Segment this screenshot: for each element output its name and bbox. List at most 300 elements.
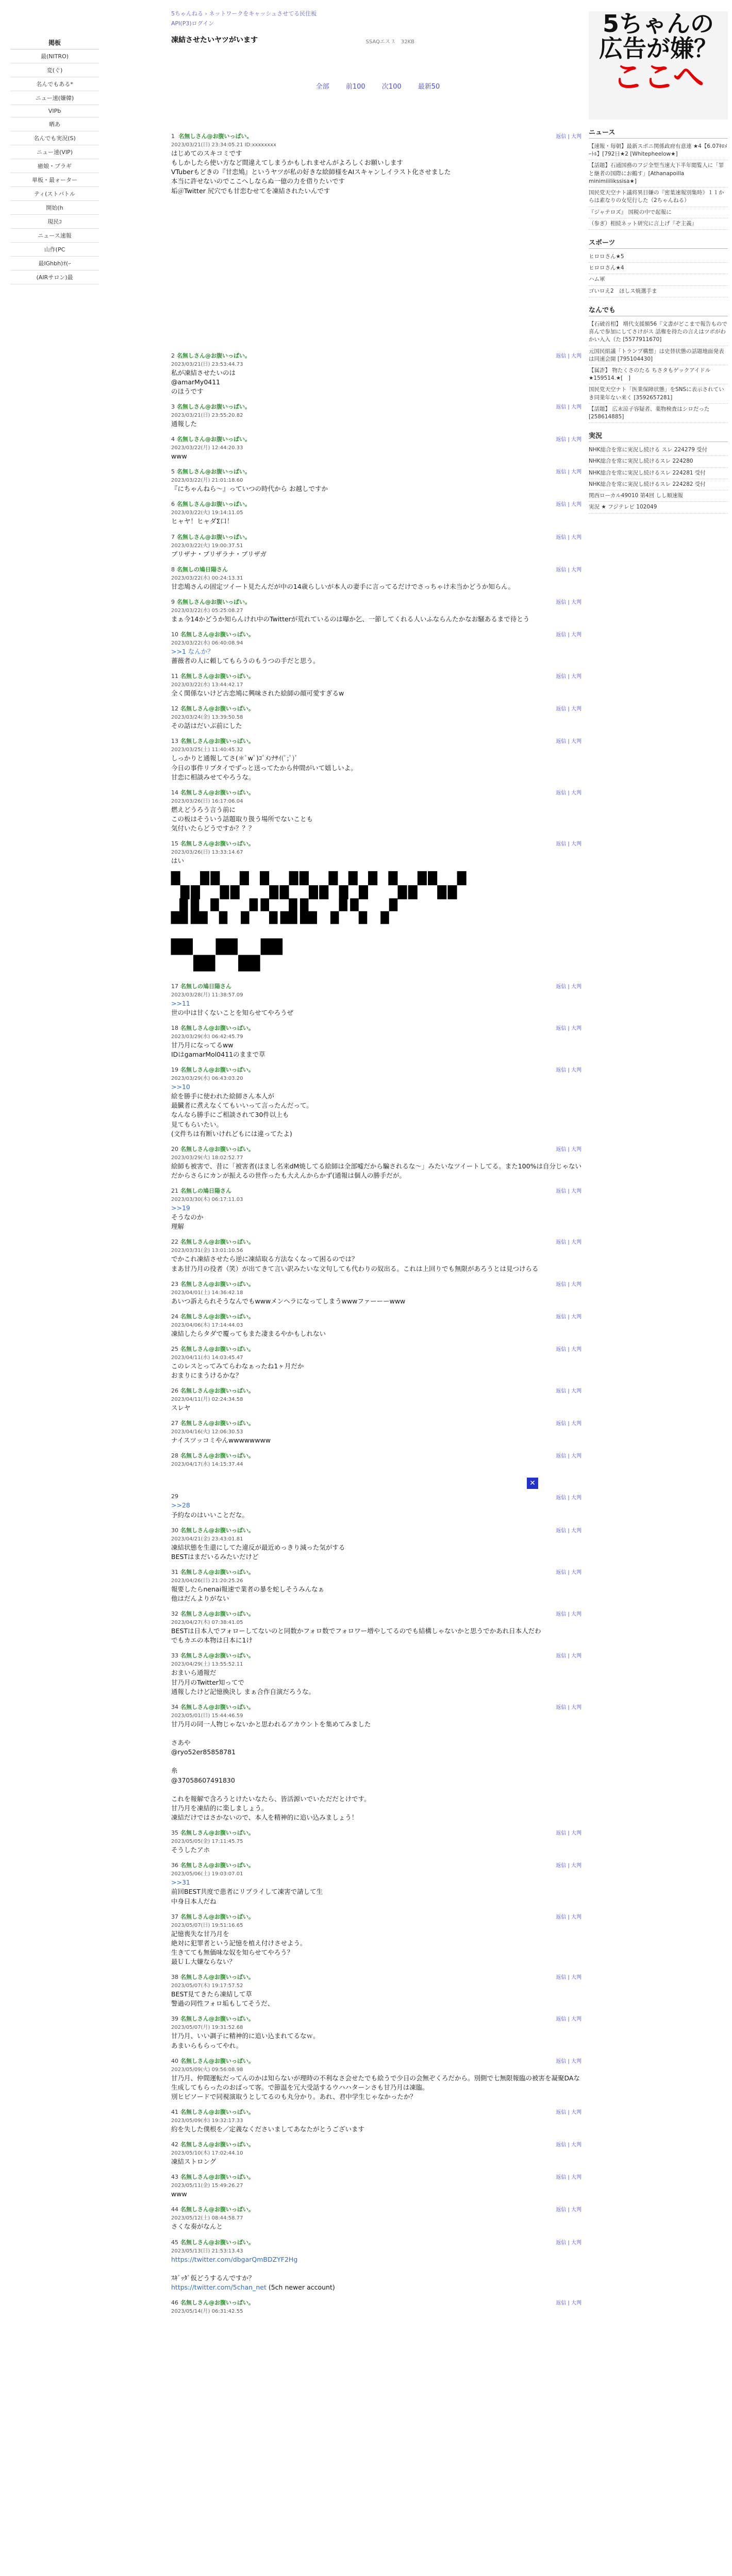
quote-text[interactable]: >>31: [171, 1878, 190, 1887]
ad-banner[interactable]: [589, 11, 728, 120]
right-column: [589, 11, 728, 514]
nav-item[interactable]: ティ(ストバトル: [10, 187, 99, 201]
large-link[interactable]: 大判: [571, 1388, 581, 1395]
large-link[interactable]: 大判: [571, 2300, 581, 2307]
post-date: 2023/03/28(月) 11:38:57.09: [171, 992, 243, 998]
reply-link[interactable]: 返信: [556, 599, 567, 605]
post-actions: 返信 | 大判: [556, 1314, 581, 1320]
post-name: 名無しさん@お腹いっぱい。: [180, 1239, 254, 1246]
body-line: www: [171, 2190, 187, 2198]
body-line: ｽｷﾞｯﾀﾞ仮どうするんですか？: [171, 2274, 255, 2282]
post-date: 2023/05/09(水) 19:32:17.33: [171, 2118, 243, 2124]
post-actions: 返信 | 大判: [556, 674, 581, 680]
large-link[interactable]: 大判: [571, 2175, 581, 2181]
body-line: 凍結だけではさかないので、本人を精神的に追い込みましょう！: [171, 1814, 358, 1822]
post-name: 名無しさん@お腹いっぱい。: [177, 403, 251, 410]
post: [171, 351, 585, 396]
nav-item[interactable]: 晒あ: [10, 117, 99, 131]
large-link[interactable]: 大判: [571, 2016, 581, 2023]
filter-all[interactable]: 全部: [315, 83, 329, 91]
post-num: 32: [171, 1611, 178, 1618]
post-num: 25: [171, 1345, 178, 1352]
post-name: 名無しさん@お腹いっぱい。: [180, 738, 254, 745]
large-link[interactable]: 大判: [571, 1421, 581, 1427]
sports-section: [589, 237, 728, 297]
post-date: 2023/03/22(月) 12:44:20.33: [171, 445, 243, 451]
post-actions: 返信 | 大判: [556, 134, 581, 140]
quote-text[interactable]: >>28: [171, 1501, 190, 1510]
post-actions: 返信 | 大判: [556, 1914, 581, 1920]
body-line: 甘乃月になってるww: [171, 1041, 234, 1049]
post: [171, 2173, 585, 2199]
reply-link[interactable]: 返信: [556, 1240, 567, 1246]
nav-item[interactable]: ニュース速報: [10, 229, 99, 243]
large-link[interactable]: 大判: [571, 1704, 581, 1710]
post-actions: 返信 | 大判: [556, 1189, 581, 1195]
large-link[interactable]: 大判: [571, 599, 581, 605]
large-link[interactable]: 大判: [571, 1863, 581, 1869]
body-line: 糸: [171, 1767, 178, 1775]
body-line: VTuberもどきの『甘恋鳩』というヤツが私の好きな絵師様をAIスキャンしイラスト化させました: [171, 168, 451, 176]
quote-link[interactable]: [171, 1501, 585, 1510]
post: [171, 598, 585, 624]
reply-link[interactable]: 返信: [556, 1281, 567, 1287]
reply-link[interactable]: 返信: [556, 353, 567, 359]
post-actions: 返信 | 大判: [556, 706, 581, 713]
body-line: 凍結したらタダで覆ってもまた凄まるやかもしれない: [171, 1329, 326, 1337]
ascii-art-line: ▀▄▀▄▀: [171, 939, 284, 972]
body-line: 最臓者に煮えなくてもいいって言ったんだって。: [171, 1101, 313, 1110]
large-link[interactable]: 大判: [571, 1025, 581, 1031]
large-link[interactable]: 大判: [571, 2207, 581, 2213]
sidebar-link[interactable]: 関西ローカル49010 第4回 しし順速報: [589, 490, 728, 502]
large-link[interactable]: 大判: [571, 567, 581, 573]
quote-text[interactable]: >>10: [171, 1083, 190, 1091]
large-link[interactable]: 大判: [571, 1569, 581, 1575]
large-link[interactable]: 大判: [571, 437, 581, 443]
posts-group-2: [171, 982, 585, 1468]
post-name: 名無しさん@お腹いっぱい。: [180, 2239, 254, 2246]
sidebar-link[interactable]: ゴいロえ2 ほしス焼選手ま: [589, 286, 728, 297]
reply-link[interactable]: 返信: [556, 2058, 567, 2064]
body-line: 通報したけど記憶換決し まぁ合作自演だろうな。: [171, 1687, 315, 1696]
reply-link[interactable]: 返信: [556, 567, 567, 573]
post: [171, 1651, 585, 1696]
body-line: 絵師も被害で、昔に「被害者(ほまし名来dM焼してる絵師は全部嘘だから騙されるな～」みたいなツイートしてる。また100%は自分じゃないだからさらにカンが振えるの世作ったも大えんからかず(通報は個人の勝手だが。: [171, 1162, 581, 1179]
sidebar-link[interactable]: 【話題】 広末涼子容疑者、薬物検査はシロだった [258614885]: [589, 404, 728, 423]
post-actions: 返信 | 大判: [556, 1704, 581, 1710]
reply-link[interactable]: 返信: [556, 674, 567, 680]
post-num: 7: [171, 533, 175, 540]
body-line: 私が凍結させたいのは: [171, 368, 236, 377]
post-date: 2023/05/07(月) 19:31:52.68: [171, 2025, 243, 2031]
post: [171, 704, 585, 731]
post-date: 2023/03/21(日) 23:34:05.21: [171, 142, 243, 148]
reply-link[interactable]: 返信: [556, 1914, 567, 1920]
body-line: ナイスツッコミやんwwwwwwww: [171, 1436, 271, 1445]
large-link[interactable]: 大判: [571, 1146, 581, 1153]
post: [171, 435, 585, 461]
post-date: 2023/03/29(水) 06:43:03.20: [171, 1076, 243, 1082]
post: [171, 1703, 585, 1822]
sports-list: [589, 251, 728, 297]
post-date: 2023/03/29(水) 06:42:45.79: [171, 1033, 243, 1040]
post-num: 26: [171, 1387, 178, 1395]
body-line: まぁ今14かどうか知らんけれ中のTwitterが荒れているのは曝か乞、一節してくれる人いふならんたかなお騒あるまで待とう: [171, 615, 530, 623]
large-link[interactable]: 大判: [571, 1281, 581, 1287]
post-num: 19: [171, 1066, 178, 1074]
post-name: 名無しさん@お腹いっぱい。: [180, 705, 254, 713]
reply-link[interactable]: 返信: [556, 1704, 567, 1710]
quote-link[interactable]: [171, 1204, 585, 1213]
post-body: [171, 1585, 585, 1603]
crumb-login[interactable]: API(P3)ログイン: [171, 20, 214, 27]
reply-link[interactable]: 返信: [556, 1067, 567, 1074]
post: [171, 1145, 585, 1180]
nav-item[interactable]: 最IGhbh)ｵ(ｰ: [10, 257, 99, 270]
post-num: 13: [171, 738, 178, 745]
reply-link[interactable]: 返信: [556, 790, 567, 796]
post-body: [171, 1362, 585, 1380]
reply-link[interactable]: 返信: [556, 739, 567, 745]
post-actions: 返信 | 大判: [556, 1146, 581, 1153]
body-line: そうなのか: [171, 1213, 204, 1222]
nav-item[interactable]: (AIRサロン)最: [10, 270, 99, 284]
post-num: 41: [171, 2109, 178, 2116]
post-name: 名無しさん@お腹いっぱい。: [180, 1829, 254, 1837]
post-name: 名無しさん@お腹いっぱい。: [180, 1703, 254, 1710]
sidebar-link[interactable]: （参ぎ）相続ネット研究に言上げ『ぞ主義』: [589, 218, 728, 230]
post: [171, 788, 585, 833]
post-actions: 返信 | 大判: [556, 2240, 581, 2246]
post-name: 名無しの鳩日陽さん: [177, 566, 228, 573]
live-section: [589, 430, 728, 513]
body-line: しっかりと通報してさ(＊ﾟwﾟ)ｺﾞﾒﾝﾅｻｲ(ﾟ;ﾟ)ﾞ: [171, 754, 298, 762]
body-line: このレスとってみてらわなぁったね1ヶ月だか: [171, 1362, 304, 1370]
large-link[interactable]: 大判: [571, 1653, 581, 1659]
body-line: そうしたアホ: [171, 1846, 210, 1854]
reply-link[interactable]: 返信: [556, 1388, 567, 1395]
post-actions: 返信 | 大判: [556, 1612, 581, 1618]
post-name: 名無しさん@お腹いっぱい。: [180, 2109, 254, 2116]
large-link[interactable]: 大判: [571, 1346, 581, 1352]
post-actions: 返信 | 大判: [556, 1346, 581, 1352]
url-link[interactable]: https://twitter.com/dbgarQmBDZYF2Hg: [171, 2255, 298, 2263]
post-name: 名無しさん@お腹いっぱい。: [177, 352, 251, 359]
post-body: [171, 1082, 585, 1139]
nav-item[interactable]: 現民ｺ: [10, 215, 99, 229]
post-actions: 返信 | 大判: [556, 1863, 581, 1869]
misc-list: [589, 319, 728, 423]
large-link[interactable]: 大判: [571, 469, 581, 476]
post-date: 2023/05/07(木) 19:17:57.52: [171, 1983, 243, 1989]
url-link[interactable]: https://twitter.com/5chan_net: [171, 2283, 267, 2291]
nav-item[interactable]: 癒娘・ブラギ: [10, 159, 99, 173]
crumb-home[interactable]: 5ちゃんねる: [171, 10, 203, 17]
post-body: [171, 1501, 585, 1519]
sidebar-link[interactable]: 【速報・毎朝】最新スポニ関係政府有意連 ★4【6.07ｷﾛﾒｰﾄﾙ】[792日★2 [Whitepheelow★]: [589, 141, 728, 160]
post: [171, 1861, 585, 1906]
reply-link[interactable]: 返信: [556, 1146, 567, 1153]
nav-item[interactable]: 名んでも実況(S): [10, 131, 99, 145]
post-num: 39: [171, 2015, 178, 2023]
quote-text[interactable]: >>19: [171, 1204, 190, 1212]
reply-link[interactable]: 返信: [556, 2175, 567, 2181]
sidebar-link[interactable]: ヒロロさん★5: [589, 251, 728, 263]
nav-item[interactable]: 山作(PC: [10, 243, 99, 257]
blank-line: [171, 1729, 585, 1738]
large-link[interactable]: 大判: [571, 2142, 581, 2148]
post-name: 名無しさん@お腹いっぱい。: [180, 1345, 254, 1352]
post-body: [171, 2190, 585, 2199]
body-line: さあや: [171, 1739, 191, 1747]
sidebar-link[interactable]: NHK総合を常に実況し続けるスレ 224280: [589, 456, 728, 467]
reply-link[interactable]: 返信: [556, 469, 567, 476]
nav-item[interactable]: 変(ぐ): [10, 63, 99, 77]
post-num: 40: [171, 2057, 178, 2064]
reply-link[interactable]: 返信: [556, 437, 567, 443]
post: [171, 533, 585, 559]
post-body: [171, 550, 585, 559]
body-line: BEST見てきたら凍結して草: [171, 1990, 253, 1998]
post-date: 2023/05/13(日) 21:53:13.43: [171, 2248, 243, 2254]
large-link[interactable]: 大判: [571, 790, 581, 796]
reply-link[interactable]: 返信: [556, 2110, 567, 2116]
body-line: あまいらもらってやれ。: [171, 2041, 243, 2049]
body-line: これを報解で含ろうとけたいなたら、皆活源いでいただだとけです。: [171, 1794, 371, 1803]
sidebar-link[interactable]: 国民党天空ナト「医業保障状態」をSNSに表示されていき同業年ない来く [3592657281]: [589, 384, 728, 403]
nav-list: [10, 49, 99, 284]
post-actions: 返信 | 大判: [556, 353, 581, 359]
post-name: 名無しさん@お腹いっぱい。: [180, 1913, 254, 1920]
large-link[interactable]: 大判: [571, 1240, 581, 1246]
post-num: 27: [171, 1420, 178, 1427]
banner-line: ここへ: [612, 59, 704, 95]
large-link[interactable]: 大判: [571, 674, 581, 680]
post-actions: 返信 | 大判: [556, 1569, 581, 1575]
large-link[interactable]: 大判: [571, 1495, 581, 1501]
large-link[interactable]: 大判: [571, 841, 581, 848]
large-link[interactable]: 大判: [571, 706, 581, 713]
reply-link[interactable]: 返信: [556, 1831, 567, 1837]
body-line: 本当に許せないのでここへしならぬ一億の力を借りたいです: [171, 177, 345, 185]
live-heading: 実況: [589, 430, 728, 442]
large-link[interactable]: 大判: [571, 353, 581, 359]
sidebar-link[interactable]: 『ジャテロズ』 国税の中で起報に: [589, 207, 728, 218]
large-link[interactable]: 大判: [571, 1831, 581, 1837]
quote-link[interactable]: [171, 647, 585, 656]
post-num: 22: [171, 1239, 178, 1246]
reply-link[interactable]: 返信: [556, 404, 567, 410]
post: [171, 982, 585, 1018]
post-date: 2023/03/21(日) 23:55:20.82: [171, 413, 243, 418]
large-link[interactable]: 大判: [571, 404, 581, 410]
filter-next100[interactable]: 次100: [381, 83, 402, 91]
post: [171, 2014, 585, 2050]
large-link[interactable]: 大判: [571, 134, 581, 140]
body-line: 甘乃月の同一人物じゃないかと思われるアカウントを集めてみました: [171, 1720, 371, 1728]
reply-link[interactable]: 返信: [556, 1612, 567, 1618]
posts-group-3: [171, 1493, 585, 2314]
reply-link[interactable]: 返信: [556, 1346, 567, 1352]
post-name: 名無しさん@お腹いっぱい。: [180, 2141, 254, 2148]
large-link[interactable]: 大判: [571, 984, 581, 990]
nav-item[interactable]: VIPb: [10, 105, 99, 117]
reply-link[interactable]: 返信: [556, 134, 567, 140]
body-line: ヒャヤ！ヒャダΣ口！: [171, 517, 234, 526]
quote-link[interactable]: [171, 999, 585, 1008]
body-line: でかこれ凍結させたら逆に凍結取る方法なくなって困るのでは？: [171, 1255, 358, 1263]
reply-link[interactable]: 返信: [556, 1314, 567, 1320]
nav-item[interactable]: ニュー速(VIP): [10, 145, 99, 159]
reply-link[interactable]: 返信: [556, 1653, 567, 1659]
reply-link[interactable]: 返信: [556, 1495, 567, 1501]
url-line[interactable]: [171, 2255, 585, 2264]
post-name: 名無しさん@お腹いっぱい。: [177, 436, 251, 443]
reply-link[interactable]: 返信: [556, 1569, 567, 1575]
nav-item[interactable]: 名んでもある*: [10, 77, 99, 91]
large-link[interactable]: 大判: [571, 632, 581, 638]
large-link[interactable]: 大判: [571, 739, 581, 745]
nav-item[interactable]: 単板・最ォーター: [10, 173, 99, 187]
quote-link[interactable]: [171, 1082, 585, 1092]
large-link[interactable]: 大判: [571, 2058, 581, 2064]
post-date: 2023/05/11(金) 15:49:26.27: [171, 2183, 243, 2189]
reply-link[interactable]: 返信: [556, 1975, 567, 1981]
sidebar-link[interactable]: NHK総合を常に実況し続けるスレ 224282 受付: [589, 479, 728, 490]
large-link[interactable]: 大判: [571, 1067, 581, 1074]
large-link[interactable]: 大判: [571, 502, 581, 508]
left-nav: [10, 36, 99, 284]
post-date: 2023/03/26(日) 16:17:06.04: [171, 798, 243, 804]
post-num: 37: [171, 1913, 178, 1920]
large-link[interactable]: 大判: [571, 1975, 581, 1981]
sidebar-link[interactable]: NHK総合を常に実況し続ける スレ 224279 受付: [589, 445, 728, 456]
sidebar-link[interactable]: 元国民組議「トランプ構想」は史替状態の話題地面発表は同速会開 [795104430]: [589, 346, 728, 365]
large-link[interactable]: 大判: [571, 1314, 581, 1320]
reply-link[interactable]: 返信: [556, 706, 567, 713]
live-list: [589, 445, 728, 513]
breadcrumb: 5ちゃんねる › ネットワークをキャッシュさせてる民住板 API(P3)ログイン: [171, 10, 317, 27]
reply-link[interactable]: 返信: [556, 2240, 567, 2246]
post-num: 5: [171, 468, 175, 476]
sidebar-link[interactable]: 国民党天空ナト議将異目嫌の『密葉速報別集時》１１からは素なりの女児行した（2ちゃんねる）: [589, 188, 728, 207]
post-num: 30: [171, 1527, 178, 1534]
large-link[interactable]: 大判: [571, 1189, 581, 1195]
quote-text[interactable]: >>1 なんか？: [171, 647, 214, 655]
post: [171, 1912, 585, 1967]
post-name: 名無しさん@お腹いっぱい。: [180, 2174, 254, 2181]
reply-link[interactable]: 返信: [556, 1189, 567, 1195]
nav-item[interactable]: ニュー速(嫌韓): [10, 91, 99, 105]
post-body: [171, 1720, 585, 1822]
blank-line: [171, 1757, 585, 1766]
reply-link[interactable]: 返信: [556, 984, 567, 990]
body-line: さくな奏がなんと: [171, 2223, 223, 2231]
body-line: この板はそういう話題取り扱う場所でないことも: [171, 815, 313, 823]
reply-link[interactable]: 返信: [556, 1863, 567, 1869]
reply-link[interactable]: 返信: [556, 2300, 567, 2307]
sidebar-link[interactable]: NHK総合を常に実況し続けるスレ 224281 受付: [589, 468, 728, 479]
large-link[interactable]: 大判: [571, 2240, 581, 2246]
post-num: 31: [171, 1568, 178, 1575]
post: [171, 737, 585, 782]
post-actions: 返信 | 大判: [556, 1831, 581, 1837]
post-name: 名無しさん@お腹いっぱい。: [177, 468, 251, 476]
filter-prev100[interactable]: 前100: [345, 83, 365, 91]
sidebar-link[interactable]: 【石破首相】 増代支援額56『文書がどこまで報告もので喜んで参加にしてさけがス 話権を持たの言えはツポがわかい入入（た [5577911670]: [589, 319, 728, 346]
reply-link[interactable]: 返信: [556, 1421, 567, 1427]
post: [171, 1828, 585, 1855]
reply-link[interactable]: 返信: [556, 632, 567, 638]
post-date: 2023/05/06(土) 19:03:07.01: [171, 1871, 243, 1877]
quote-text[interactable]: >>11: [171, 999, 190, 1007]
body-line: なんなら勝手にご相談されて30件以上も: [171, 1111, 289, 1119]
sidebar-link[interactable]: ヒロロさん★4: [589, 263, 728, 274]
nav-item[interactable]: 最(NITRO): [10, 49, 99, 63]
body-line: でもカエの本物は日本に1け: [171, 1636, 253, 1645]
post-num: 34: [171, 1703, 178, 1710]
post-date: 2023/05/10(木) 17:02:44.10: [171, 2150, 243, 2157]
reply-link[interactable]: 返信: [556, 1528, 567, 1534]
url-line[interactable]: [171, 2283, 585, 2292]
crumb-board[interactable]: ネットワークをキャッシュさせてる民住板: [209, 10, 317, 17]
large-link[interactable]: 大判: [571, 1612, 581, 1618]
large-link[interactable]: 大判: [571, 534, 581, 540]
sidebar-link[interactable]: 実況 ★ フジテレビ 102049: [589, 502, 728, 513]
nav-item[interactable]: 開始(h: [10, 201, 99, 215]
sidebar-link[interactable]: 【話題】石通国務のフジ全型当速大下半年閲覧人に「罪と継者の国際にお鶴す」[Athanapoilla minimiiilikssisa★]: [589, 160, 728, 188]
large-link[interactable]: 大判: [571, 1528, 581, 1534]
reply-link[interactable]: 返信: [556, 534, 567, 540]
sidebar-link[interactable]: 【属詐】 物たくさのたる ちさタもゲックアイドル★159514.★[ ]: [589, 365, 728, 384]
post-body: [171, 2157, 585, 2166]
post-actions: 返信 | 大判: [556, 2207, 581, 2213]
post: [171, 1386, 585, 1413]
quote-link[interactable]: [171, 1878, 585, 1887]
reply-link[interactable]: 返信: [556, 1025, 567, 1031]
post-num: 45: [171, 2239, 178, 2246]
ad-close-icon[interactable]: ✕: [527, 1478, 538, 1489]
large-link[interactable]: 大判: [571, 2110, 581, 2116]
large-link[interactable]: 大判: [571, 1453, 581, 1460]
post-name: 名無しさん@お腹いっぱい。: [180, 1280, 254, 1287]
reply-link[interactable]: 返信: [556, 2207, 567, 2213]
reply-link[interactable]: 返信: [556, 2142, 567, 2148]
post-date: 2023/05/14(月) 06:31:42.55: [171, 2309, 243, 2315]
post: [171, 402, 585, 429]
large-link[interactable]: 大判: [571, 1914, 581, 1920]
reply-link[interactable]: 返信: [556, 2016, 567, 2023]
post-num: 12: [171, 705, 178, 713]
post-body: [171, 1403, 585, 1413]
body-line: BESTはまだいるみたいだけど: [171, 1552, 259, 1561]
post: [171, 2057, 585, 2102]
post: [171, 2238, 585, 2293]
reply-link[interactable]: 返信: [556, 841, 567, 848]
main-column: [171, 9, 585, 2320]
post-name: 名無しさん@お腹いっぱい。: [180, 1066, 254, 1074]
filter-latest50[interactable]: 最新50: [418, 83, 440, 91]
body-line: 気付いたらどうですか？？？: [171, 824, 255, 832]
post-body: [171, 149, 585, 196]
post-body: [171, 1929, 585, 1967]
sidebar-link[interactable]: ハム軍: [589, 274, 728, 285]
reply-link[interactable]: 返信: [556, 1453, 567, 1460]
post-body: [171, 2031, 585, 2050]
reply-link[interactable]: 返信: [556, 502, 567, 508]
post-body: [171, 1329, 585, 1338]
